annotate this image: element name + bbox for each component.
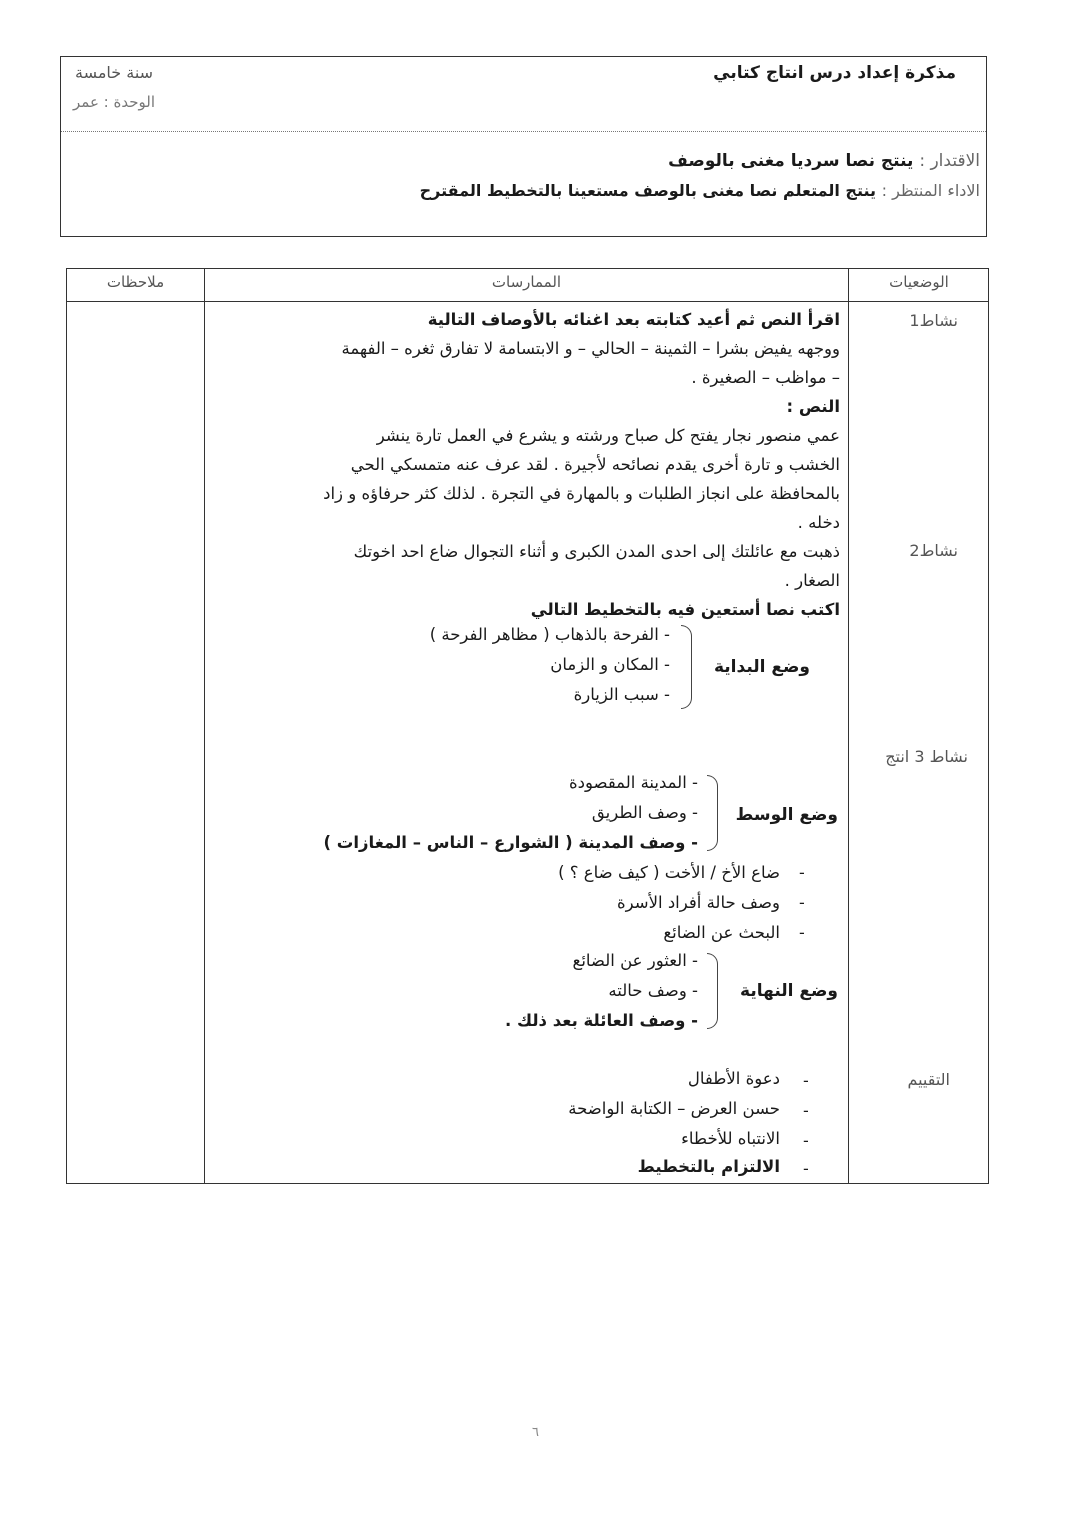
eval-bullet-3: -	[803, 1131, 809, 1150]
beginning-label: وضع البداية	[713, 657, 810, 677]
column-header-notes: ملاحظات	[106, 273, 165, 291]
competency	[668, 151, 980, 171]
column-divider-situations	[848, 269, 849, 1183]
activity1-words-line1: ووجهه يفيض بشرا – الثمينة – الحالي – و الابتسامة لا تفارق ثغره – الفهمة	[341, 339, 840, 358]
activity2-instruction: اكتب نصا أستعين فيه بالتخطيط التالي	[530, 600, 840, 619]
middle-item-3: - وصف المدينة ( الشوارع – الناس – المغازات )	[323, 833, 698, 852]
middle-item-2: - وصف الطريق	[591, 803, 698, 822]
header-box	[60, 56, 987, 237]
column-divider-notes	[204, 269, 205, 1183]
activity1-text-label: النص :	[786, 397, 840, 416]
eval-bullet-2: -	[803, 1101, 809, 1120]
competency-text: ينتج نصا سرديا مغنى بالوصف	[668, 151, 914, 171]
column-header-practices: الممارسات	[491, 273, 562, 291]
activity1-text-line4: دخله .	[797, 513, 840, 532]
event-bullet-3: -	[799, 923, 805, 942]
activity2-line1: ذهبت مع عائلتك إلى احدى المدن الكبرى و أثناء التجوال ضاع احد اخوتك	[353, 542, 840, 561]
unit-label: الوحدة : عمر	[73, 93, 155, 111]
beginning-item-3: - سبب الزيارة	[573, 685, 670, 704]
beginning-item-1: - الفرحة بالذهاب ( مظاهر الفرحة )	[429, 625, 670, 644]
eval-item-3: الانتباه للأخطاء	[681, 1129, 780, 1148]
activity1-text-line3: بالمحافظة على انجاز الطلبات و بالمهارة في التجرة . لذلك كثر حرفاؤه و زاد	[323, 484, 840, 503]
page-number: ٦	[532, 1425, 539, 1440]
eval-bullet-4: -	[803, 1159, 809, 1178]
event-item-3: البحث عن الضائع	[663, 923, 780, 942]
activity1-instruction: اقرأ النص ثم أعيد كتابته بعد اغنائه بالأوصاف التالية	[427, 310, 840, 329]
beginning-item-2: - المكان و الزمان	[550, 655, 670, 674]
column-header-situations: الوضعيات	[889, 273, 949, 291]
document-title: مذكرة إعداد درس انتاج كتابي	[713, 63, 956, 83]
event-item-1: ضاع الأخ / الأخت ( كيف ضاع ؟ )	[558, 863, 780, 882]
end-label: وضع النهاية	[740, 981, 838, 1001]
end-item-2: - وصف حالته	[608, 981, 698, 1000]
performance-text: ينتج المتعلم نصا مغنى بالوصف مستعينا بالتخطيط المقترح	[419, 181, 877, 200]
end-item-1: - العثور عن الضائع	[572, 951, 698, 970]
competency-label: الاقتدار :	[919, 151, 980, 171]
performance-label: الاداء المنتظر :	[881, 181, 980, 200]
expected-performance	[420, 181, 980, 200]
grade-level: سنة خامسة	[75, 63, 154, 82]
eval-item-1: دعوة الأطفال	[687, 1069, 780, 1088]
situation-activity2: نشاط2	[909, 541, 958, 560]
event-bullet-1: -	[799, 863, 805, 882]
end-item-3: - وصف العائلة بعد ذلك .	[504, 1011, 698, 1030]
situation-activity3: نشاط 3 انتج	[885, 747, 968, 766]
middle-brace	[707, 775, 718, 851]
event-bullet-2: -	[799, 893, 805, 912]
end-brace	[707, 953, 718, 1029]
situation-activity1: نشاط1	[909, 311, 958, 330]
activity1-text-line1: عمي منصور نجار يفتح كل صباح ورشته و يشرع في العمل تارة ينشر	[376, 426, 840, 445]
eval-item-4: الالتزام بالتخطيط	[637, 1157, 780, 1176]
table-header-rule	[67, 301, 988, 302]
middle-item-1: - المدينة المقصودة	[569, 773, 698, 792]
middle-label: وضع الوسط	[735, 805, 838, 825]
header-divider	[61, 131, 986, 132]
eval-item-2: حسن العرض – الكتابة الواضحة	[568, 1099, 780, 1118]
event-item-2: وصف حالة أفراد الأسرة	[617, 893, 780, 912]
situation-evaluation: التقييم	[907, 1070, 950, 1089]
activity1-text-line2: الخشب و تارة أخرى يقدم نصائحه لأجيرة . لقد عرف عنه متمسكي الحي	[350, 455, 840, 474]
beginning-brace	[681, 625, 692, 709]
eval-bullet-1: -	[803, 1071, 809, 1090]
lesson-table	[66, 268, 989, 1184]
activity2-line2: الصغار .	[784, 571, 840, 590]
activity1-words-line2: – مواظب – الصغيرة .	[691, 368, 840, 387]
